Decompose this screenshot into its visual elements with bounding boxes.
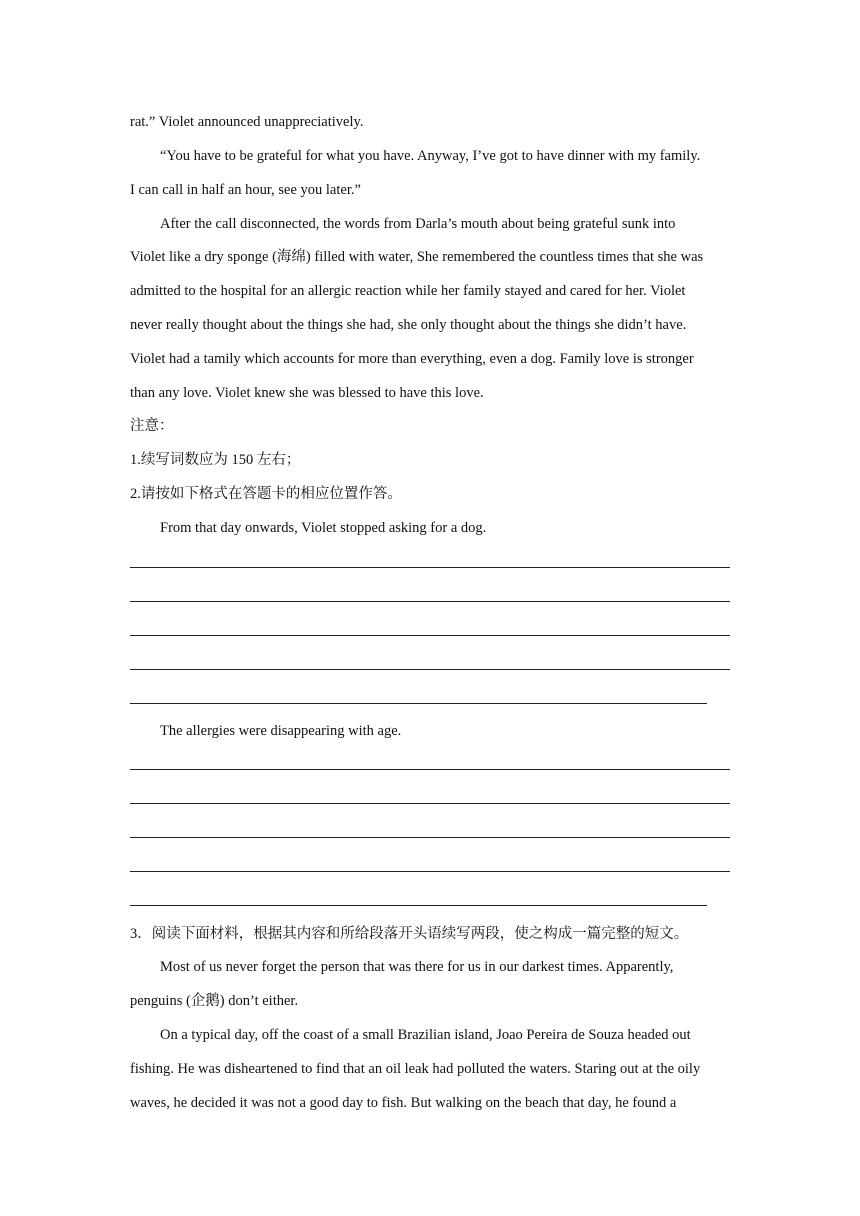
text-line: After the call disconnected, the words from Darla’s mouth about being grateful sunk into <box>160 216 676 232</box>
note-heading: 注意： <box>130 418 174 434</box>
answer-line <box>130 601 730 602</box>
answer-line <box>130 905 707 906</box>
answer-line <box>130 803 730 804</box>
paragraph-opener: From that day onwards, Violet stopped asking for a dog. <box>160 520 487 536</box>
note-item: 2.请按如下格式在答题卡的相应位置作答。 <box>130 486 402 502</box>
text-line: penguins (企鹅) don’t either. <box>130 993 299 1009</box>
answer-line <box>130 567 730 568</box>
text-line: admitted to the hospital for an allergic reaction while her family stayed and cared for her. Violet <box>130 283 686 299</box>
answer-line <box>130 703 707 704</box>
answer-line <box>130 837 730 838</box>
text-line: On a typical day, off the coast of a small Brazilian island, Joao Pereira de Souza headed out <box>160 1027 691 1043</box>
answer-line <box>130 871 730 872</box>
question-heading: 3．阅读下面材料，根据其内容和所给段落开头语续写两段，使之构成一篇完整的短文。 <box>130 926 689 942</box>
answer-line <box>130 635 730 636</box>
text-line: never really thought about the things she had, she only thought about the things she didn’t have. <box>130 317 687 333</box>
text-line: rat.” Violet announced unappreciatively. <box>130 114 364 130</box>
answer-line <box>130 769 730 770</box>
paragraph-opener: The allergies were disappearing with age. <box>160 723 402 739</box>
text-line: waves, he decided it was not a good day to fish. But walking on the beach that day, he found a <box>130 1095 677 1111</box>
text-line: “You have to be grateful for what you have. Anyway, I’ve got to have dinner with my family. <box>160 148 701 164</box>
text-line: than any love. Violet knew she was blessed to have this love. <box>130 385 484 401</box>
text-line: fishing. He was disheartened to find that an oil leak had polluted the waters. Staring out at the oily <box>130 1061 701 1077</box>
text-line: Violet had a tamily which accounts for more than everything, even a dog. Family love is stronger <box>130 351 694 367</box>
text-line: Most of us never forget the person that was there for us in our darkest times. Apparently, <box>160 959 674 975</box>
note-item: 1.续写词数应为 150 左右； <box>130 452 301 468</box>
text-line: Violet like a dry sponge (海绵) filled with water, She remembered the countless times that she was <box>130 249 704 265</box>
text-line: I can call in half an hour, see you later.” <box>130 182 361 198</box>
answer-line <box>130 669 730 670</box>
